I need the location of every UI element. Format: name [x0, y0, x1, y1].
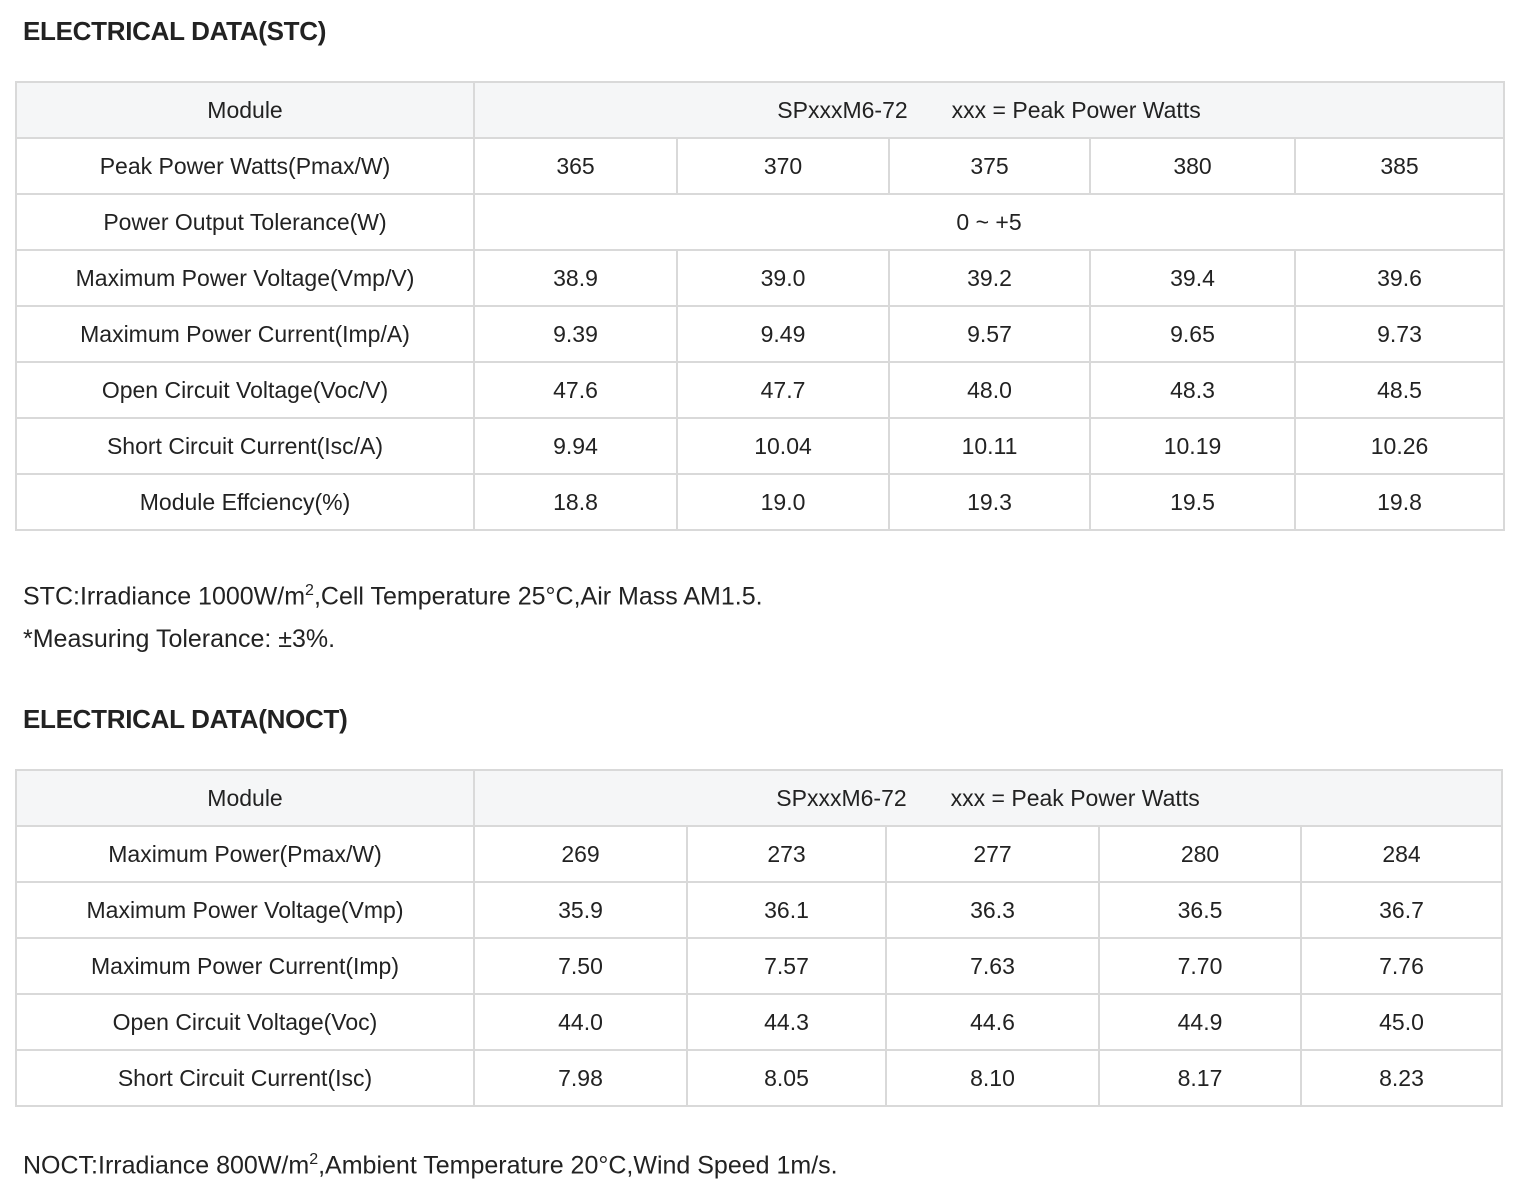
value-cell: 19.3	[889, 474, 1090, 530]
module-header-cell: Module	[16, 82, 474, 138]
value-cell: 36.5	[1099, 882, 1301, 938]
value-cell: 7.57	[687, 938, 886, 994]
row-label: Maximum Power Current(Imp)	[16, 938, 474, 994]
model-header-cell	[474, 82, 1504, 138]
row-label: Maximum Power Voltage(Vmp)	[16, 882, 474, 938]
value-cell: 10.19	[1090, 418, 1295, 474]
value-cell: 44.3	[687, 994, 886, 1050]
noct-section-heading: ELECTRICAL DATA(NOCT)	[23, 704, 348, 734]
model-header-cell	[474, 770, 1502, 826]
row-label: Short Circuit Current(Isc/A)	[16, 418, 474, 474]
value-cell: 44.9	[1099, 994, 1301, 1050]
value-cell: 9.57	[889, 306, 1090, 362]
table-row	[16, 250, 1504, 306]
row-label: Maximum Power Voltage(Vmp/V)	[16, 250, 474, 306]
value-cell: 8.10	[886, 1050, 1099, 1106]
value-cell: 18.8	[474, 474, 677, 530]
value-cell: 19.5	[1090, 474, 1295, 530]
stc-electrical-table	[15, 81, 1505, 531]
value-cell: 36.7	[1301, 882, 1502, 938]
table-row	[16, 194, 1504, 250]
row-label: Peak Power Watts(Pmax/W)	[16, 138, 474, 194]
row-label: Open Circuit Voltage(Voc/V)	[16, 362, 474, 418]
noct-conditions-note	[23, 1151, 838, 1180]
noct-note-suffix: ,Ambient Temperature 20°C,Wind Speed 1m/s.	[318, 1151, 838, 1180]
value-cell: 10.04	[677, 418, 889, 474]
value-cell: 7.50	[474, 938, 687, 994]
stc-note-prefix: STC:Irradiance 1000W/m	[23, 582, 306, 611]
value-cell: 47.7	[677, 362, 889, 418]
value-cell: 375	[889, 138, 1090, 194]
merged-value-cell: 0 ~ +5	[474, 194, 1504, 250]
value-cell: 9.94	[474, 418, 677, 474]
value-cell: 7.98	[474, 1050, 687, 1106]
value-cell: 7.70	[1099, 938, 1301, 994]
row-label: Power Output Tolerance(W)	[16, 194, 474, 250]
value-cell: 36.3	[886, 882, 1099, 938]
row-label: Short Circuit Current(Isc)	[16, 1050, 474, 1106]
value-cell: 10.11	[889, 418, 1090, 474]
value-cell: 280	[1099, 826, 1301, 882]
value-cell: 48.5	[1295, 362, 1504, 418]
value-cell: 44.0	[474, 994, 687, 1050]
value-cell: 7.76	[1301, 938, 1502, 994]
value-cell: 38.9	[474, 250, 677, 306]
value-cell: 9.73	[1295, 306, 1504, 362]
table-row	[16, 418, 1504, 474]
value-cell: 9.49	[677, 306, 889, 362]
table-row	[16, 362, 1504, 418]
value-cell: 48.0	[889, 362, 1090, 418]
table-row	[16, 474, 1504, 530]
value-cell: 10.26	[1295, 418, 1504, 474]
model-name: SPxxxM6-72	[776, 785, 907, 811]
row-label: Maximum Power Current(Imp/A)	[16, 306, 474, 362]
table-row	[16, 994, 1502, 1050]
stc-note-suffix: ,Cell Temperature 25°C,Air Mass AM1.5.	[313, 582, 763, 611]
stc-conditions-note	[23, 582, 763, 611]
table-row	[16, 826, 1502, 882]
table-row	[16, 938, 1502, 994]
value-cell: 277	[886, 826, 1099, 882]
value-cell: 8.23	[1301, 1050, 1502, 1106]
value-cell: 9.65	[1090, 306, 1295, 362]
value-cell: 19.0	[677, 474, 889, 530]
value-cell: 39.4	[1090, 250, 1295, 306]
model-name: SPxxxM6-72	[777, 97, 908, 123]
value-cell: 48.3	[1090, 362, 1295, 418]
value-cell: 35.9	[474, 882, 687, 938]
value-cell: 39.2	[889, 250, 1090, 306]
stc-section-heading: ELECTRICAL DATA(STC)	[23, 16, 327, 46]
value-cell: 45.0	[1301, 994, 1502, 1050]
noct-note-superscript: 2	[309, 1151, 319, 1168]
table-row	[16, 882, 1502, 938]
stc-note-superscript: 2	[305, 582, 314, 599]
table-row	[16, 138, 1504, 194]
value-cell: 385	[1295, 138, 1504, 194]
value-cell: 44.6	[886, 994, 1099, 1050]
value-cell: 36.1	[687, 882, 886, 938]
value-cell: 380	[1090, 138, 1295, 194]
table-row	[16, 1050, 1502, 1106]
module-header-cell: Module	[16, 770, 474, 826]
table-header-row	[16, 82, 1504, 138]
value-cell: 8.05	[687, 1050, 886, 1106]
value-cell: 284	[1301, 826, 1502, 882]
value-cell: 8.17	[1099, 1050, 1301, 1106]
value-cell: 47.6	[474, 362, 677, 418]
value-cell: 39.0	[677, 250, 889, 306]
row-label: Open Circuit Voltage(Voc)	[16, 994, 474, 1050]
value-cell: 19.8	[1295, 474, 1504, 530]
value-cell: 269	[474, 826, 687, 882]
noct-electrical-table	[15, 769, 1503, 1107]
value-cell: 9.39	[474, 306, 677, 362]
value-cell: 370	[677, 138, 889, 194]
value-cell: 7.63	[886, 938, 1099, 994]
value-cell: 365	[474, 138, 677, 194]
model-note: xxx = Peak Power Watts	[951, 97, 1201, 123]
row-label: Maximum Power(Pmax/W)	[16, 826, 474, 882]
table-header-row	[16, 770, 1502, 826]
noct-note-prefix: NOCT:Irradiance 800W/m	[23, 1151, 310, 1180]
model-note: xxx = Peak Power Watts	[950, 785, 1200, 811]
value-cell: 39.6	[1295, 250, 1504, 306]
table-row	[16, 306, 1504, 362]
measuring-tolerance-note: *Measuring Tolerance: ±3%.	[23, 625, 336, 653]
value-cell: 273	[687, 826, 886, 882]
row-label: Module Effciency(%)	[16, 474, 474, 530]
